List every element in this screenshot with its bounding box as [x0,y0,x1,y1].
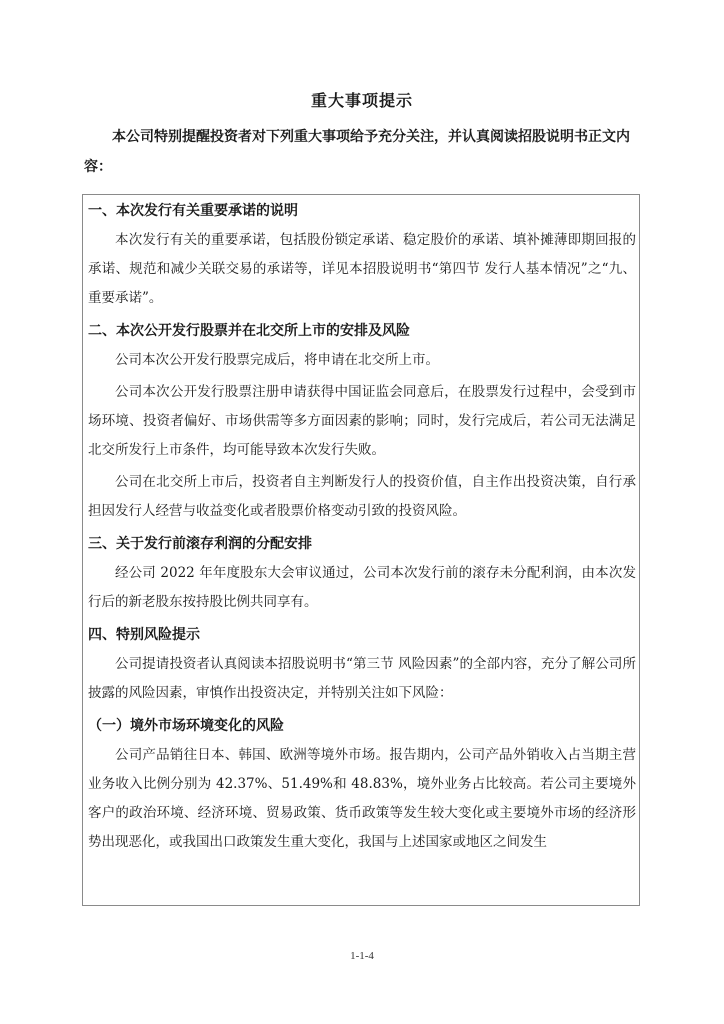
section-heading-3: 三、关于发行前滚存利润的分配安排 [88,536,312,552]
section-heading-4: 四、特别风险提示 [88,627,200,643]
section-1-paragraph-1: 本次发行有关的重要承诺，包括股份锁定承诺、稳定股价的承诺、填补摊薄即期回报的承诺、规范和减少关联交易的承诺等，详见本招股说明书“第四节 发行人基本情况”之“九、重要承诺”。 [88,232,636,306]
section-heading-1: 一、本次发行有关重要承诺的说明 [88,203,298,219]
intro-paragraph: 本公司特别提醒投资者对下列重大事项给予充分关注，并认真阅读招股说明书正文内容： [84,129,630,175]
section-heading-2: 二、本次公开发行股票并在北交所上市的安排及风险 [88,323,410,339]
page-number: 1-1-4 [350,950,374,962]
section-2-paragraph-3: 公司在北交所上市后，投资者自主判断发行人的投资价值，自主作出投资决策，自行承担因发行人经营与收益变化或者股票价格变动引致的投资风险。 [88,474,636,519]
subsection-1-paragraph-1: 公司产品销往日本、韩国、欧洲等境外市场。报告期内，公司产品外销收入占当期主营业务收入比例分别为 42.37%、51.49%和 48.83%，境外业务占比较高。若公司主要境外客户的政治环境、经济环境、贸易政策、货币政策等发生较大变化或主要境外市场的经济形势出现恶化，或我国出口政策发生重大变化，我国与上述国家或地区之间发生 [88,747,636,850]
content-body [88,196,636,857]
section-3-paragraph-1: 经公司 2022 年年度股东大会审议通过，公司本次发行前的滚存未分配利润，由本次发行后的新老股东按持股比例共同享有。 [88,565,636,610]
section-2-paragraph-1: 公司本次公开发行股票完成后，将申请在北交所上市。 [115,352,439,368]
section-2-paragraph-2: 公司本次公开发行股票注册申请获得中国证监会同意后，在股票发行过程中，会受到市场环境、投资者偏好、市场供需等多方面因素的影响；同时，发行完成后，若公司无法满足北交所发行上市条件，均可能导致本次发行失败。 [88,384,636,458]
page-title: 重大事项提示 [310,91,413,110]
subsection-heading-1: （一）境外市场环境变化的风险 [88,718,284,734]
section-4-paragraph-1: 公司提请投资者认真阅读本招股说明书“第三节 风险因素”的全部内容，充分了解公司所披露的风险因素，审慎作出投资决定，并特别关注如下风险： [88,656,636,701]
